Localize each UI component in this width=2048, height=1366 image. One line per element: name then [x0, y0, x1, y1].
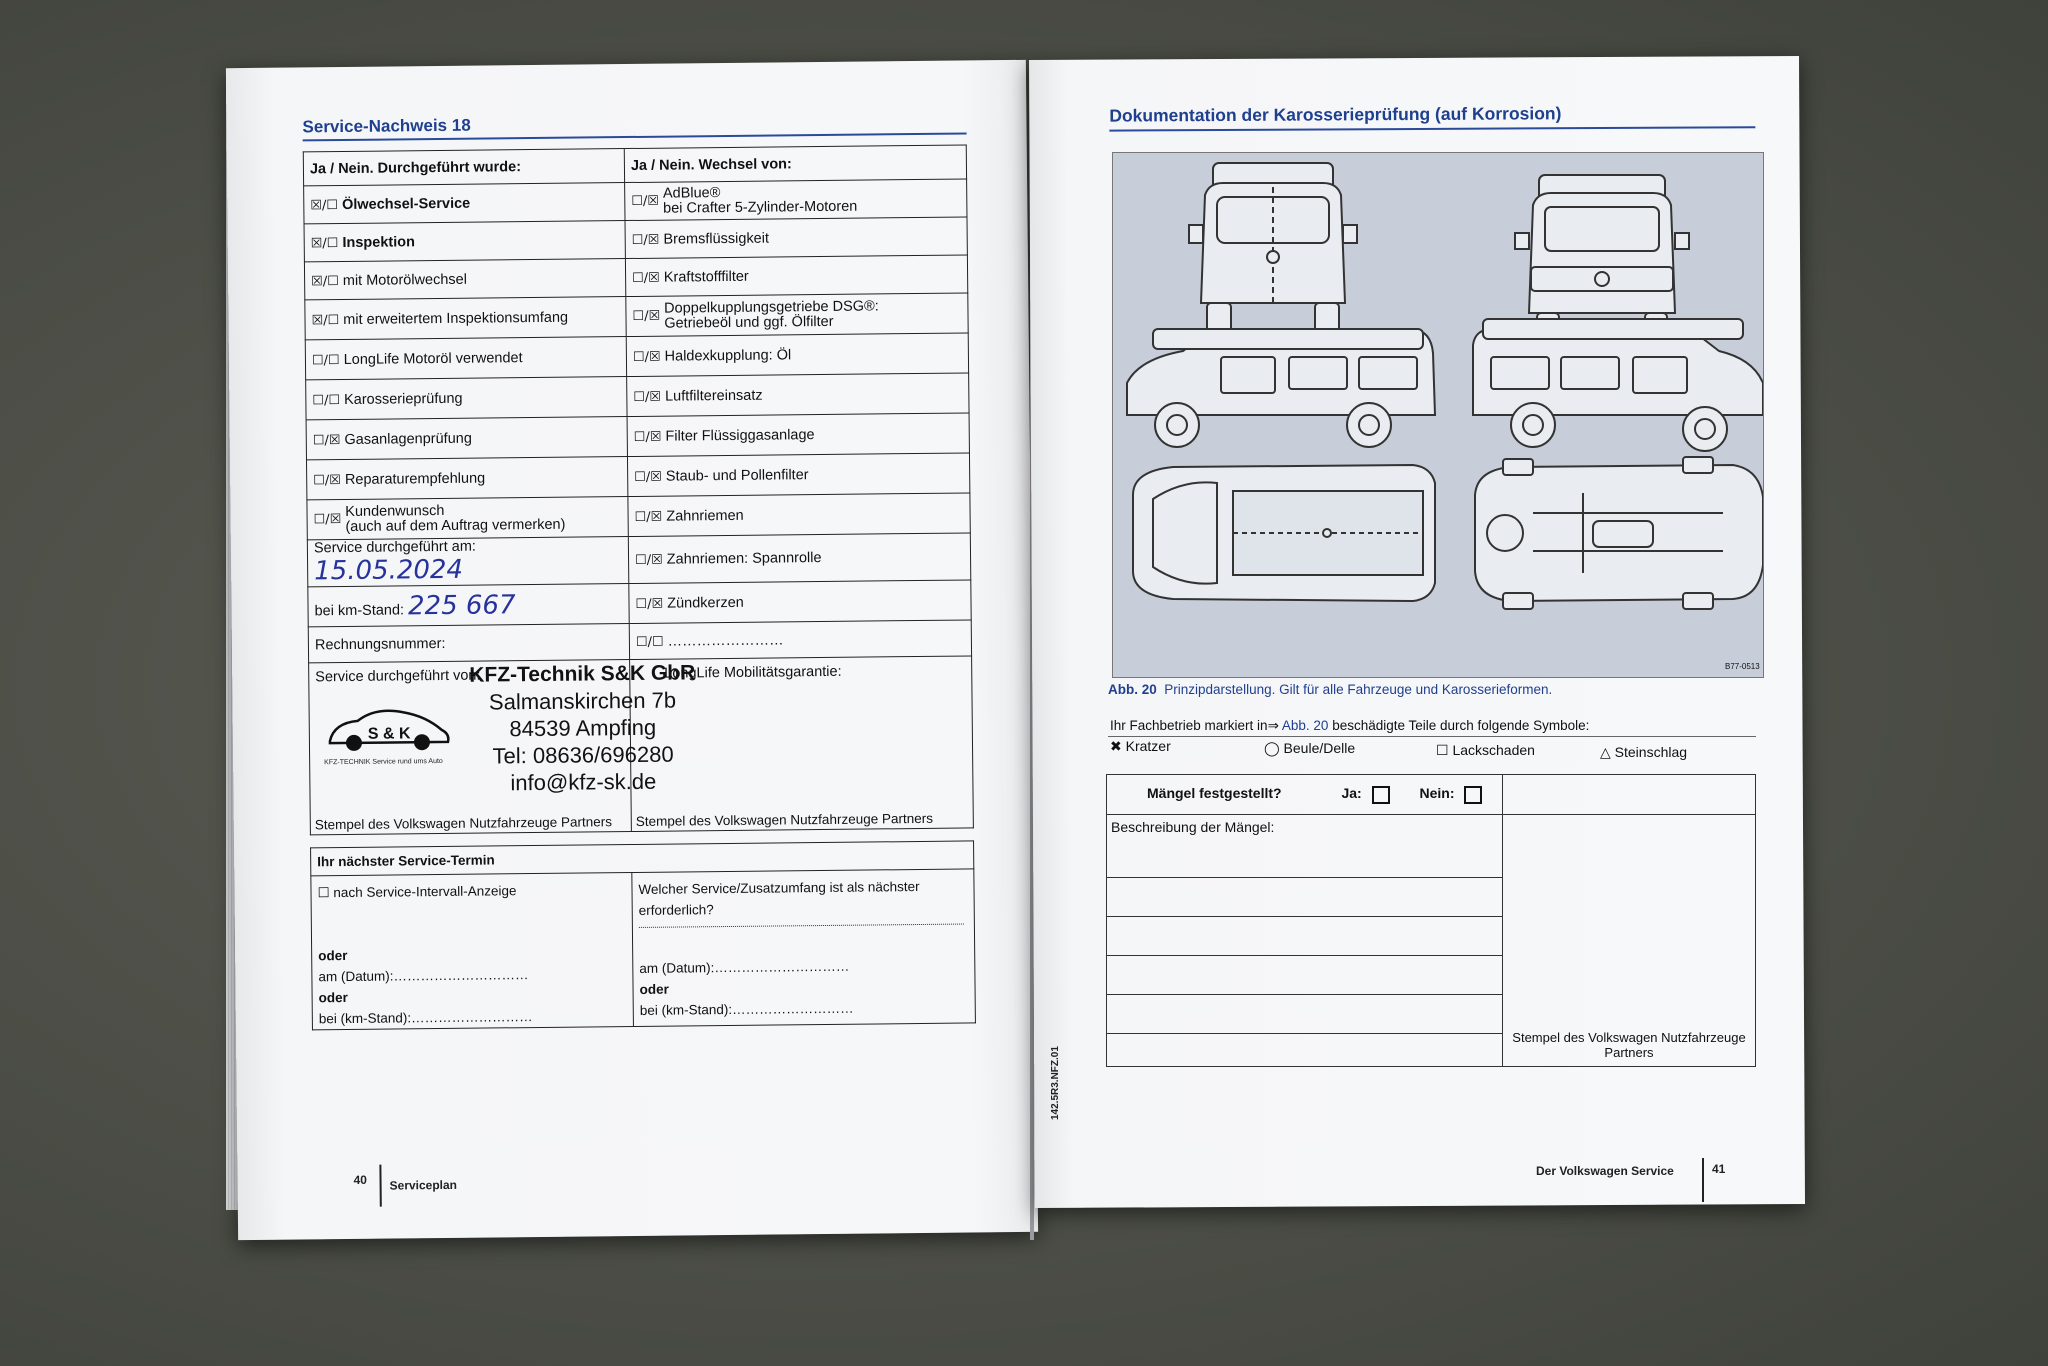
row-label-sub: (auch auf dem Auftrag vermerken): [345, 516, 566, 535]
logo-text: S & K: [367, 725, 411, 743]
stamp-street: Salmanskirchen 7b: [488, 687, 677, 715]
next-km-field-right[interactable]: bei (km-Stand):………………………: [639, 1000, 854, 1018]
next-service-table: [310, 840, 976, 1030]
checkbox[interactable]: ☐/☒: [631, 232, 660, 248]
col1-header: Ja / Nein. Durchgeführt wurde:: [303, 149, 624, 186]
row-label: Luftfiltereinsatz: [664, 387, 763, 405]
next-service-question: Welcher Service/Zusatzumfang ist als nächster erforderlich?: [638, 879, 920, 918]
checkbox[interactable]: ☐/☒: [313, 472, 341, 488]
checkbox[interactable]: ☐/☒: [632, 270, 660, 286]
table-row: [307, 533, 970, 587]
table-row: [306, 413, 969, 460]
row-label: Staub- und Pollenfilter: [665, 466, 809, 485]
table-row: [308, 580, 971, 627]
checkbox[interactable]: ☐/☒: [634, 509, 663, 525]
checkbox[interactable]: ☐/☒: [632, 349, 661, 365]
row-label: Haldexkupplung: Öl: [664, 346, 792, 365]
row-label: Bremsflüssigkeit: [663, 230, 770, 248]
van-diagram-icon: [1113, 153, 1763, 677]
table-row: [307, 493, 970, 540]
page-number: 40: [353, 1172, 367, 1187]
row-label: mit erweitertem Inspektionsumfang: [343, 309, 569, 328]
row-label: Kraftstofffilter: [663, 268, 749, 286]
figure-link[interactable]: Abb. 20: [1281, 718, 1329, 733]
table-row: [306, 453, 969, 500]
table-row: [305, 333, 968, 380]
checkbox[interactable]: ☒/☐: [310, 197, 339, 213]
row-label: Filter Flüssiggasanlage: [665, 426, 815, 445]
yes-label: Ja:: [1341, 785, 1362, 802]
no-label: Nein:: [1419, 785, 1455, 802]
table-row: [306, 373, 969, 420]
checkbox[interactable]: ☐/☒: [312, 432, 341, 448]
table-row: [305, 293, 968, 340]
checkbox[interactable]: ☐/☒: [632, 309, 661, 325]
row-label: Kundenwunsch: [345, 502, 445, 520]
description-line[interactable]: [1107, 878, 1502, 917]
km-value[interactable]: 225 667: [407, 589, 516, 621]
description-line[interactable]: [1107, 956, 1502, 995]
col2-header: Ja / Nein. Wechsel von:: [624, 145, 966, 183]
next-service-header: Ihr nächster Service-Termin: [311, 841, 974, 876]
checkbox[interactable]: ☒/☐: [311, 312, 340, 328]
symbol-stonechip: △ Steinschlag: [1600, 744, 1688, 760]
footer-section: Der Volkswagen Service: [1536, 1164, 1674, 1178]
row-label: Ölwechsel-Service: [341, 195, 471, 213]
checkbox[interactable]: ☐/☒: [631, 194, 660, 210]
no-checkbox[interactable]: [1464, 786, 1482, 804]
symbol-dent: ◯ Beule/Delle: [1264, 740, 1356, 756]
stamp-email: info@kfz-sk.de: [510, 768, 657, 796]
row-label: LongLife Motoröl verwendet: [343, 349, 523, 368]
checkbox[interactable]: ☐/☒: [633, 389, 662, 405]
figure-code: B77-0513: [1725, 662, 1760, 671]
next-date-field-right[interactable]: am (Datum):…………………………: [639, 958, 850, 976]
row-label: Inspektion: [342, 233, 416, 251]
service-date-label: Service durchgeführt am:: [313, 538, 476, 557]
caption-label: Abb. 20: [1108, 682, 1157, 697]
yes-checkbox[interactable]: [1372, 786, 1390, 804]
row-label: ……………………: [667, 631, 784, 650]
company-stamp: [432, 659, 733, 797]
instruction-rule: [1108, 736, 1756, 737]
performed-by-label: Service durchgeführt von:: [315, 667, 481, 686]
km-label: bei km-Stand:: [314, 601, 405, 619]
footer-section: Serviceplan: [389, 1177, 458, 1193]
row-label: Reparaturempfehlung: [344, 470, 486, 488]
mobility-label: LongLife Mobilitätsgarantie:: [664, 663, 842, 682]
checkbox[interactable]: ☐/☒: [634, 552, 663, 568]
stamp-area: [1503, 815, 1756, 1067]
oder-label: oder: [639, 981, 669, 997]
defects-label: Mängel festgestellt?: [1147, 785, 1282, 802]
stamp-city: 84539 Ampfing: [509, 714, 657, 742]
defects-table: [1106, 774, 1756, 1067]
caption-text: Prinzipdarstellung. Gilt für alle Fahrzeuge und Karosserieformen.: [1164, 682, 1553, 697]
left-page: [226, 60, 1038, 1240]
description-label: Beschreibung der Mängel:: [1111, 819, 1275, 835]
service-date-value[interactable]: 15.05.2024: [314, 554, 464, 587]
instruction-pre: Ihr Fachbetrieb markiert in: [1110, 718, 1268, 733]
row-label: Doppelkupplungsgetriebe DSG®:: [664, 297, 879, 317]
stamp-company: KFZ-Technik S&K GbR: [469, 661, 696, 687]
vehicle-diagram: [1112, 152, 1764, 678]
checkbox[interactable]: ☐/☐: [311, 352, 340, 368]
footer-divider: [1702, 1158, 1704, 1202]
page-title: Dokumentation der Karosserieprüfung (auf Korrosion): [1109, 103, 1562, 126]
symbol-paint: ☐ Lackschaden: [1436, 742, 1535, 758]
logo-subtext: KFZ-TECHNIK Service rund ums Auto: [324, 757, 443, 767]
row-label: Zündkerzen: [667, 594, 744, 612]
oder-label: oder: [318, 947, 348, 964]
instruction-post: beschädigte Teile durch folgende Symbole:: [1332, 718, 1590, 733]
figure-caption: [1108, 682, 1552, 697]
stamp-label: Stempel des Volkswagen Nutzfahrzeuge Partners: [1512, 1030, 1746, 1060]
row-label: Gasanlagenprüfung: [344, 430, 472, 448]
oder-label: oder: [318, 989, 348, 1006]
row-label-sub: bei Crafter 5-Zylinder-Motoren: [662, 198, 858, 217]
row-label: Karosserieprüfung: [343, 390, 463, 408]
next-interval-option[interactable]: ☐ nach Service-Intervall-Anzeige: [317, 883, 517, 901]
instruction-text: Ihr Fachbetrieb markiert in⇒ Abb. 20 beschädigte Teile durch folgende Symbole:: [1110, 718, 1590, 733]
vertical-code: 142.5R3.NFZ.01: [1050, 1046, 1061, 1120]
row-label: Zahnriemen: Spannrolle: [666, 550, 822, 568]
checkbox[interactable]: ☐/☒: [635, 596, 664, 612]
page-number: 41: [1712, 1162, 1726, 1176]
title-rule: [1109, 126, 1755, 131]
stamp-phone: Tel: 08636/696280: [492, 741, 674, 769]
checkbox[interactable]: ☒/☐: [311, 273, 339, 289]
checkbox[interactable]: ☐/☒: [633, 429, 662, 445]
next-service-line[interactable]: [639, 924, 964, 928]
checkbox[interactable]: ☒/☐: [310, 235, 339, 251]
row-label: Zahnriemen: [666, 507, 744, 525]
checkbox[interactable]: ☐/☒: [313, 512, 342, 528]
next-km-field[interactable]: bei (km-Stand):………………………: [318, 1009, 533, 1027]
description-line[interactable]: [1107, 917, 1502, 956]
next-date-field[interactable]: am (Datum):…………………………: [318, 967, 529, 985]
checkbox[interactable]: ☐/☐: [635, 634, 664, 650]
stamp-label-right: Stempel des Volkswagen Nutzfahrzeuge Partners: [635, 810, 934, 829]
description-line[interactable]: [1107, 839, 1502, 878]
checkbox[interactable]: ☐/☒: [634, 469, 662, 485]
footer-divider: [379, 1165, 381, 1207]
invoice-label: Rechnungsnummer:: [308, 624, 629, 663]
symbol-scratch: ✖ Kratzer: [1110, 738, 1171, 754]
description-line[interactable]: [1107, 995, 1502, 1034]
row-label-sub: Getriebeöl und ggf. Ölfilter: [664, 313, 834, 332]
stamp-label-left: Stempel des Volkswagen Nutzfahrzeuge Partners: [314, 814, 613, 833]
row-label: mit Motorölwechsel: [342, 271, 467, 289]
row-label: AdBlue®: [662, 184, 721, 202]
checkbox[interactable]: ☐/☐: [312, 392, 341, 408]
page-title: Service-Nachweis 18: [302, 115, 471, 137]
